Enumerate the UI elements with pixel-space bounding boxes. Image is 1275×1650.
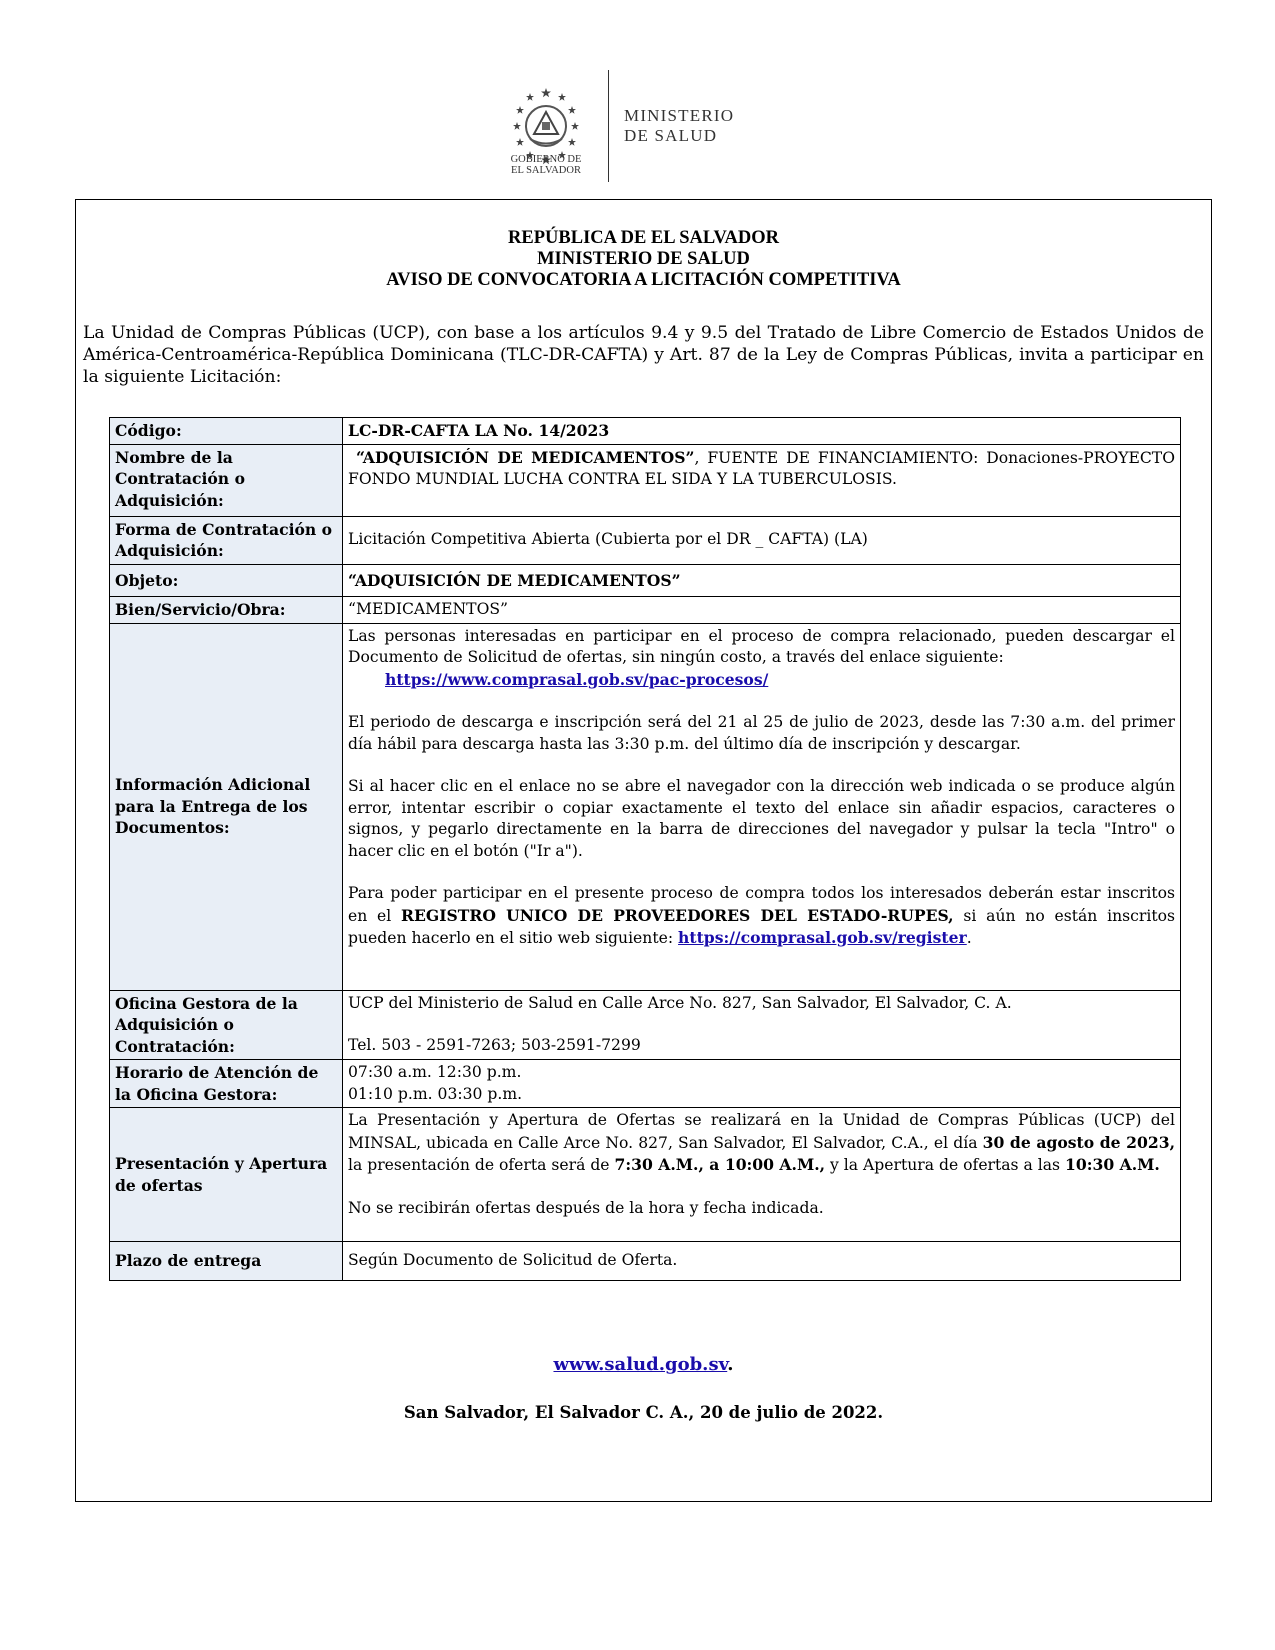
table-row (110, 1060, 1181, 1108)
row-label: Información Adicional para la Entrega de los Documentos: (110, 623, 343, 990)
contract-name: “ADQUISICIÓN DE MEDICAMENTOS”, FUENTE DE FINANCIAMIENTO: Donaciones-PROYECTO FONDO MUNDIAL LUCHA CONTRA EL SIDA Y LA TUBERCULOSIS. (343, 444, 1181, 516)
contract-form: Licitación Competitiva Abierta (Cubierta por el DR _ CAFTA) (LA) (343, 516, 1181, 564)
submission-info: La Presentación y Apertura de Ofertas se realizará en la Unidad de Compras Públicas (UCP) del MINSAL, ubicada en Calle Arce No. 827, San Salvador, El Salvador, C.A., el día 30 de agosto de 2023, la presentación de oferta será de 7:30 A.M., a 10:00 A.M., y la Apertura de ofertas a las 10:30 A.M. No se recibirán ofertas después de la hora y fecha indicada. (343, 1108, 1181, 1242)
info-paragraph: Las personas interesadas en participar en el proceso de compra relacionado, pueden descargar el Documento de Solicitud de ofertas, sin ningún costo, a través del enlace siguiente: (348, 626, 1175, 666)
table-row (110, 990, 1181, 1060)
row-label: Bien/Servicio/Obra: (110, 597, 343, 624)
table-row (110, 1108, 1181, 1242)
notice-frame (75, 199, 1212, 1502)
notice-heading (76, 228, 1211, 291)
row-label: Objeto: (110, 564, 343, 597)
table-row (110, 564, 1181, 597)
row-label: Código: (110, 418, 343, 445)
info-paragraph: Si al hacer clic en el enlace no se abre el navegador con la dirección web indicada o se produce algún error, intentar escribir o copiar exactamente el texto del enlace sin añadir espacios, caracteres o signos, y pegarlo directamente en la barra de direcciones del navegador y pulsar la tecla "Intro" o hacer clic en el botón ("Ir a"). (348, 777, 1175, 860)
ministry-logo-text: MINISTERIO DE SALUD (624, 106, 735, 145)
additional-info (343, 623, 1181, 990)
table-row (110, 597, 1181, 624)
footer-website: www.salud.gob.sv. (553, 1354, 734, 1375)
header-logo (500, 70, 760, 182)
row-label: Presentación y Apertura de ofertas (110, 1108, 343, 1242)
intro-paragraph: La Unidad de Compras Públicas (UCP), con base a los artículos 9.4 y 9.5 del Tratado de Libre Comercio de Estados Unidos de América-Centroamérica-República Dominicana (TLC-DR-CAFTA) y Art. 87 de la Ley de Compras Públicas, invita a participar en la siguiente Licitación: (83, 323, 1204, 387)
table-row (110, 444, 1181, 516)
info-paragraph: Para poder participar en el presente proceso de compra todos los interesados deberán estar inscritos en el REGISTRO UNICO DE PROVEEDORES DEL ESTADO-RUPES, si aún no están inscritos pueden hacerlo en el sitio web siguiente: https://comprasal.gob.sv/register. (348, 884, 1175, 947)
row-label: Nombre de la Contratación o Adquisición: (110, 444, 343, 516)
row-label: Oficina Gestora de la Adquisición o Contratación: (110, 990, 343, 1060)
heading-country: REPÚBLICA DE EL SALVADOR (508, 228, 779, 248)
row-label: Horario de Atención de la Oficina Gestora: (110, 1060, 343, 1108)
website-link[interactable]: www.salud.gob.sv (553, 1354, 728, 1375)
heading-ministry: MINISTERIO DE SALUD (537, 249, 750, 269)
goods-type: “MEDICAMENTOS” (343, 597, 1181, 624)
heading-title: AVISO DE CONVOCATORIA A LICITACIÓN COMPETITIVA (386, 270, 901, 290)
info-paragraph: El periodo de descarga e inscripción será del 21 al 25 de julio de 2023, desde las 7:30 a.m. del primer día hábil para descarga hasta las 3:30 p.m. del último día de inscripción y descargar. (348, 713, 1175, 753)
download-link[interactable]: https://www.comprasal.gob.sv/pac-procesos/ (385, 669, 769, 689)
tender-details-table (109, 417, 1181, 1281)
office-hours: 07:30 a.m. 12:30 p.m. 01:10 p.m. 03:30 p.m. (343, 1060, 1181, 1108)
row-label: Plazo de entrega (110, 1242, 343, 1281)
office-info: UCP del Ministerio de Salud en Calle Arce No. 827, San Salvador, El Salvador, C. A. Tel. 503 - 2591-7263; 503-2591-7299 (343, 990, 1181, 1060)
table-row (110, 623, 1181, 990)
register-link[interactable]: https://comprasal.gob.sv/register (678, 928, 967, 947)
logo-divider (608, 70, 609, 182)
contract-object: “ADQUISICIÓN DE MEDICAMENTOS” (343, 564, 1181, 597)
row-label: Forma de Contratación o Adquisición: (110, 516, 343, 564)
office-phone: Tel. 503 - 2591-7263; 503-2591-7299 (348, 1036, 641, 1054)
table-row (110, 418, 1181, 445)
tender-code: LC-DR-CAFTA LA No. 14/2023 (343, 418, 1181, 445)
table-row (110, 516, 1181, 564)
table-row (110, 1242, 1181, 1281)
footer-date: San Salvador, El Salvador C. A., 20 de julio de 2022. (403, 1403, 884, 1422)
seal-caption: GOBIERNO DE EL SALVADOR (510, 154, 582, 176)
delivery-term: Según Documento de Solicitud de Oferta. (343, 1242, 1181, 1281)
